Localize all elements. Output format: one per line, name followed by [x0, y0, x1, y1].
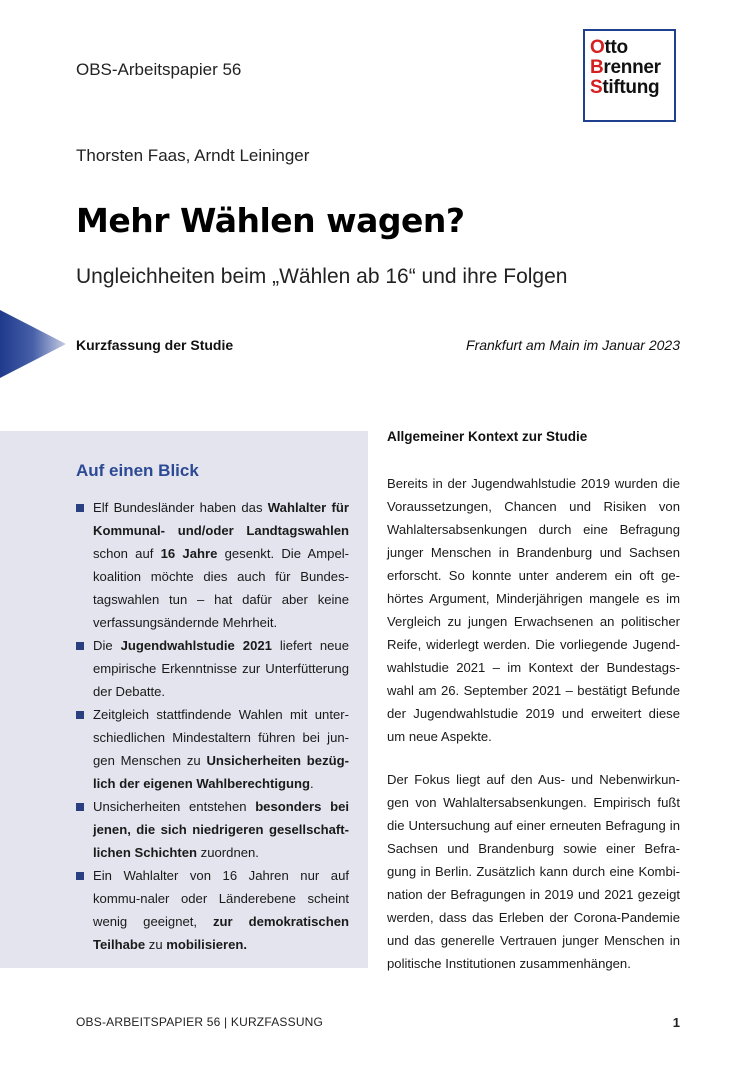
overview-bullet-item: [76, 703, 349, 795]
overview-bullet-item: [76, 864, 349, 956]
square-bullet-icon: [76, 504, 84, 512]
logo-line-stiftung: Stiftung: [590, 77, 660, 98]
context-heading: Allgemeiner Kontext zur Studie: [387, 429, 588, 444]
document-subtitle: Ungleichheiten beim „Wählen ab 16“ und ihre Folgen: [76, 265, 568, 288]
overview-bullet-item: [76, 795, 349, 864]
bullet-text-bold: mobilisieren.: [166, 937, 248, 952]
bullet-text: Unsicherheiten entstehen: [93, 799, 256, 814]
bullet-text-bold: Unsicherheiten bezüg-lich der eigenen Wahlberechtigung: [93, 753, 349, 791]
bullet-text: Die: [93, 638, 121, 653]
square-bullet-icon: [76, 803, 84, 811]
place-and-date: Frankfurt am Main im Januar 2023: [466, 337, 680, 353]
logo-line-otto: Otto: [590, 37, 628, 58]
bullet-text: schon auf: [93, 546, 161, 561]
bullet-text: gesenkt. Die Ampel-koalition möchte dies auch für Bundes-tagswahlen tun – hat dafür aber keine verfassungsändernde Mehrheit.: [93, 546, 349, 630]
authors: Thorsten Faas, Arndt Leininger: [76, 146, 310, 165]
bullet-text: .: [310, 776, 314, 791]
series-label: OBS-Arbeitspapier 56: [76, 60, 242, 79]
context-paragraph-2: Der Fokus liegt auf den Aus- und Nebenwirkun-gen von Wahlaltersabsenkungen. Empirisch fußt die Untersuchung auf einer erneuten Befragung in Sachsen und Brandenburg sowie einer Befra-gung in Berlin. Zusätzlich kann durch eine Kombi-nation der Befragungen in 2019 und 2021 gezeigt werden, dass das Erleben der Corona-Pandemie und das generelle Vertrauen junger Menschen in politische Institutionen zusammenhängen.: [387, 772, 680, 971]
page-number: 1: [672, 1015, 680, 1030]
document-title: Mehr Wählen wagen?: [76, 201, 465, 240]
bullet-text-bold: 16 Jahre: [160, 546, 218, 561]
context-paragraph-1: Bereits in der Jugendwahlstudie 2019 wurden die Voraussetzungen, Chancen und Risiken von Wahlaltersabsenkungen durch eine Befragung junger Menschen in Brandenburg und Sachsen erforscht. So konnte unter anderem ein oft ge-hörtes Argument, Minderjährigen mangele es im Vergleich zu jungen Erwachsenen an politischer Reife, widerlegt werden. Die vorliegende Jugend-wahlstudie 2021 – im Kontext der Bundestags-wahl am 26. September 2021 – bestätigt Befunde der Jugendwahlstudie 2019 und erweitert diese um neue Aspekte.: [387, 476, 680, 744]
bullet-text: liefert neue empirische Erkenntnisse zur Unterfütterung der Debatte.: [93, 638, 349, 699]
otto-brenner-stiftung-logo: [583, 29, 676, 122]
square-bullet-icon: [76, 642, 84, 650]
overview-heading: Auf einen Blick: [76, 461, 199, 480]
bullet-text-bold: zur demokratischen Teilhabe: [93, 914, 349, 952]
overview-bullet-item: [76, 634, 349, 703]
square-bullet-icon: [76, 872, 84, 880]
bullet-text: Zeitgleich stattfindende Wahlen mit unter-schiedlichen Mindestaltern führen bei jun-gen Menschen zu: [93, 707, 349, 768]
bullet-text: Elf Bundesländer haben das: [93, 500, 268, 515]
bullet-text-bold: besonders bei jenen, die sich niedrigeren gesellschaft-lichen Schichten: [93, 799, 349, 860]
summary-label: Kurzfassung der Studie: [76, 337, 234, 353]
bullet-text: zuordnen.: [197, 845, 259, 860]
decorative-triangle: [0, 310, 66, 378]
bullet-text: zu: [145, 937, 167, 952]
bullet-text-bold: Wahlalter für Kommunal- und/oder Landtagswahlen: [93, 500, 349, 538]
square-bullet-icon: [76, 711, 84, 719]
bullet-text: Ein Wahlalter von 16 Jahren nur auf kommu-naler oder Länderebene scheint wenig geeignet,: [93, 868, 349, 929]
footer-label: OBS-ARBEITSPAPIER 56 | KURZFASSUNG: [76, 1015, 324, 1029]
bullet-text-bold: Jugendwahlstudie 2021: [120, 638, 272, 653]
overview-bullet-list: [76, 496, 349, 956]
overview-bullet-item: [76, 496, 349, 634]
logo-line-brenner: Brenner: [590, 57, 661, 78]
